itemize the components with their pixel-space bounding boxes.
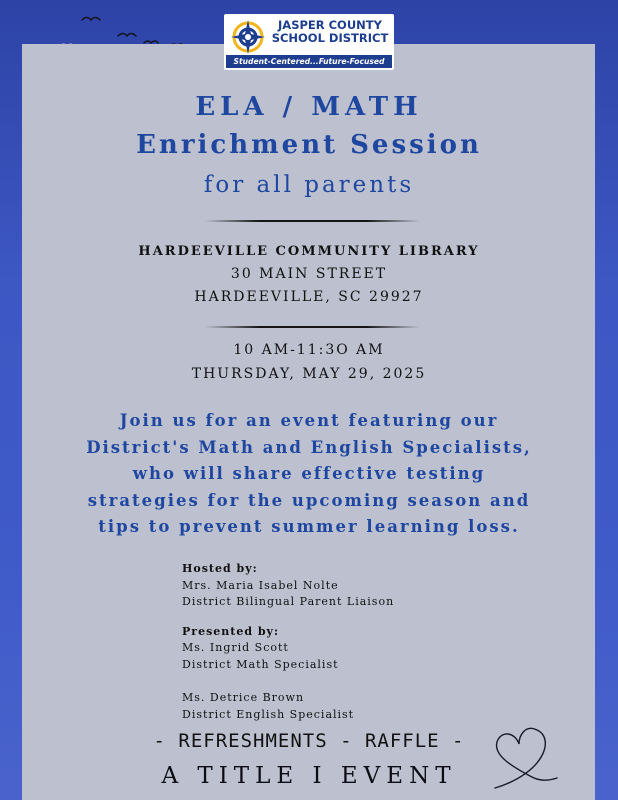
presenter-2-name: Ms. Detrice Brown xyxy=(182,691,305,704)
description-line: tips to prevent summer learning loss. xyxy=(98,517,520,536)
description-line: who will share effective testing xyxy=(132,464,486,483)
host-role: District Bilingual Parent Liaison xyxy=(182,595,395,608)
district-logo xyxy=(224,14,394,70)
district-tagline: Student-Centered...Future-Focused xyxy=(226,55,392,68)
title-one-event-footer: A TITLE I EVENT xyxy=(161,763,457,789)
district-name xyxy=(268,19,392,45)
event-title-audience: for all parents xyxy=(203,172,415,198)
presented-by-label: Presented by: xyxy=(182,624,279,638)
event-date: THURSDAY, MAY 29, 2025 xyxy=(191,366,427,382)
event-description xyxy=(0,408,618,541)
presenter-1-name: Ms. Ingrid Scott xyxy=(182,641,289,654)
description-line: Join us for an event featuring our xyxy=(119,411,499,430)
divider xyxy=(205,220,420,222)
divider xyxy=(205,326,420,328)
host-name: Mrs. Maria Isabel Nolte xyxy=(182,578,339,592)
event-title-subjects: ELA / MATH xyxy=(195,92,423,122)
event-title-main: Enrichment Session xyxy=(136,130,482,160)
location-street: 30 MAIN STREET xyxy=(230,266,388,282)
district-name-line2: SCHOOL DISTRICT xyxy=(271,31,389,45)
refreshments-raffle-note: - REFRESHMENTS - RAFFLE - xyxy=(153,730,465,752)
event-time: 10 AM-11:3O AM xyxy=(233,342,385,358)
district-emblem-icon xyxy=(230,19,266,55)
credits-block xyxy=(182,561,482,723)
district-name-line1: JASPER COUNTY xyxy=(278,18,382,32)
location-name: HARDEEVILLE COMMUNITY LIBRARY xyxy=(138,244,480,259)
description-line: District's Math and English Specialists, xyxy=(86,437,532,457)
description-line: strategies for the upcoming season and xyxy=(87,490,531,510)
presenter-2-role: District English Specialist xyxy=(182,707,355,721)
presenter-1-role: District Math Specialist xyxy=(182,657,339,671)
hosted-by-label: Hosted by: xyxy=(182,562,258,575)
location-city: HARDEEVILLE, SC 29927 xyxy=(194,289,424,305)
